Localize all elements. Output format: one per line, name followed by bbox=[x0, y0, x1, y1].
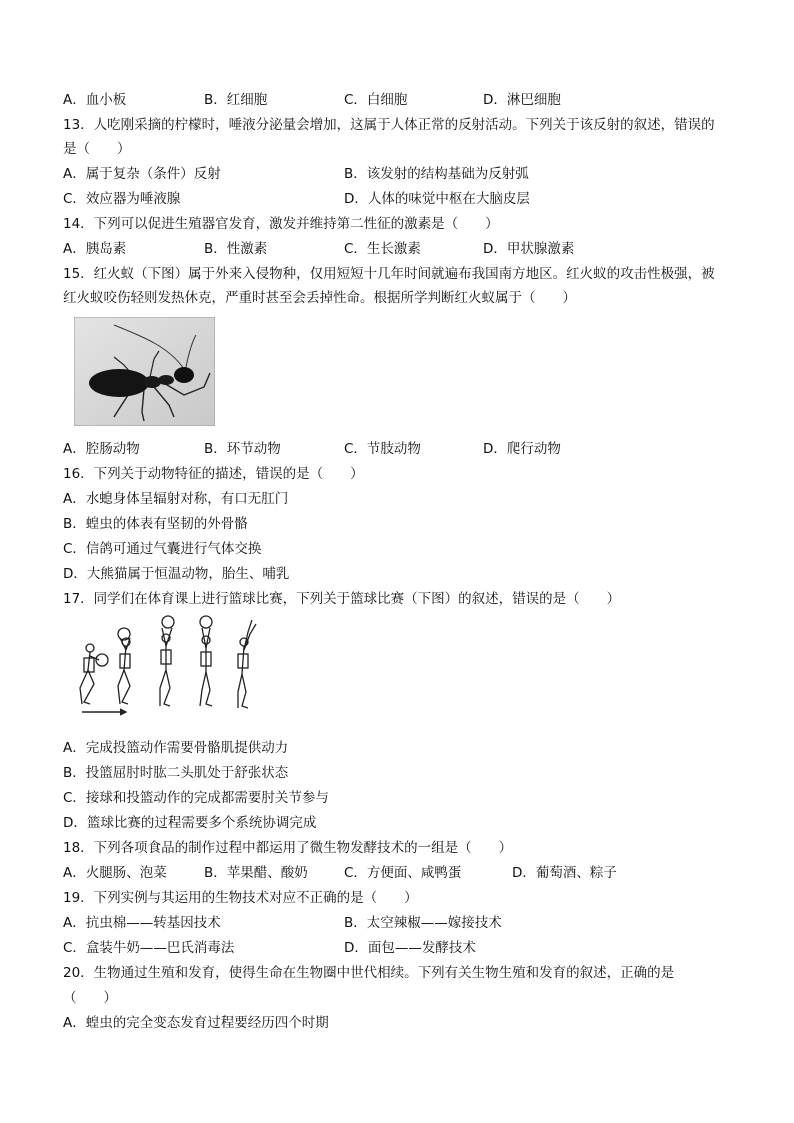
q14-option-d: D．甲状腺激素 bbox=[483, 241, 575, 257]
q16-option-c: C．信鸽可通过气囊进行气体交换 bbox=[63, 541, 262, 557]
q16-option-b: B．蝗虫的体表有坚韧的外骨骼 bbox=[63, 516, 248, 532]
q18-stem: 18．下列各项食品的制作过程中都运用了微生物发酵技术的一组是（ ） bbox=[63, 840, 513, 856]
q19-option-d: D．面包——发酵技术 bbox=[344, 940, 476, 956]
fire-ant-photo bbox=[74, 317, 215, 426]
q13-option-b: B．该发射的结构基础为反射弧 bbox=[344, 166, 529, 182]
q19-stem: 19．下列实例与其运用的生物技术对应不正确的是（ ） bbox=[63, 890, 418, 906]
q15-stem-line2: 红火蚁咬伤轻则发热休克，严重时甚至会丢掉性命。根据所学判断红火蚁属于（ ） bbox=[63, 290, 576, 306]
q12-option-a: A．血小板 bbox=[63, 92, 127, 108]
q15-option-d: D．爬行动物 bbox=[483, 441, 561, 457]
q16-stem: 16．下列关于动物特征的描述，错误的是（ ） bbox=[63, 466, 364, 482]
q14-option-b: B．性激素 bbox=[204, 241, 268, 257]
q12-option-d: D．淋巴细胞 bbox=[483, 92, 561, 108]
q18-option-a: A．火腿肠、泡菜 bbox=[63, 865, 167, 881]
q20-option-a: A．蝗虫的完全变态发育过程要经历四个时期 bbox=[63, 1015, 329, 1031]
q12-option-b: B．红细胞 bbox=[204, 92, 268, 108]
q17-option-d: D．篮球比赛的过程需要多个系统协调完成 bbox=[63, 815, 317, 831]
q17-option-b: B．投篮屈肘时肱二头肌处于舒张状态 bbox=[63, 765, 289, 781]
q15-option-b: B．环节动物 bbox=[204, 441, 281, 457]
q15-option-a: A．腔肠动物 bbox=[63, 441, 140, 457]
q17-stem: 17．同学们在体育课上进行篮球比赛，下列关于篮球比赛（下图）的叙述，错误的是（ ） bbox=[63, 591, 621, 607]
q13-stem-line1: 13．人吃刚采摘的柠檬时，唾液分泌量会增加，这属于人体正常的反射活动。下列关于该反射的叙述，错误的 bbox=[63, 117, 715, 133]
q18-option-d: D．葡萄酒、粽子 bbox=[512, 865, 617, 881]
q20-stem-line2: （ ） bbox=[63, 990, 117, 1006]
q14-option-c: C．生长激素 bbox=[344, 241, 421, 257]
q15-stem-line1: 15．红火蚁（下图）属于外来入侵物种，仅用短短十几年时间就遍布我国南方地区。红火蚁的攻击性极强，被 bbox=[63, 266, 715, 282]
q19-option-b: B．太空辣椒——嫁接技术 bbox=[344, 915, 502, 931]
q18-option-c: C．方便面、咸鸭蛋 bbox=[344, 865, 462, 881]
q16-option-a: A．水螅身体呈辐射对称，有口无肛门 bbox=[63, 491, 289, 507]
q13-option-d: D．人体的味觉中枢在大脑皮层 bbox=[344, 191, 530, 207]
basketball-shooting-figure bbox=[72, 614, 272, 718]
q14-stem: 14．下列可以促进生殖器官发育，激发并维持第二性征的激素是（ ） bbox=[63, 216, 499, 232]
q18-option-b: B．苹果醋、酸奶 bbox=[204, 865, 308, 881]
q13-stem-line2: 是（ ） bbox=[63, 141, 131, 157]
q15-option-c: C．节肢动物 bbox=[344, 441, 421, 457]
q20-stem-line1: 20．生物通过生殖和发育，使得生命在生物圈中世代相续。下列有关生物生殖和发育的叙述，正确的是 bbox=[63, 965, 675, 981]
q12-option-c: C．白细胞 bbox=[344, 92, 408, 108]
q19-option-a: A．抗虫棉——转基因技术 bbox=[63, 915, 221, 931]
q19-option-c: C．盒装牛奶——巴氏消毒法 bbox=[63, 940, 235, 956]
q13-option-a: A．属于复杂（条件）反射 bbox=[63, 166, 221, 182]
q17-option-a: A．完成投篮动作需要骨骼肌提供动力 bbox=[63, 740, 289, 756]
q13-option-c: C．效应器为唾液腺 bbox=[63, 191, 181, 207]
q17-option-c: C．接球和投篮动作的完成都需要肘关节参与 bbox=[63, 790, 329, 806]
q14-option-a: A．胰岛素 bbox=[63, 241, 127, 257]
q16-option-d: D．大熊猫属于恒温动物，胎生、哺乳 bbox=[63, 566, 290, 582]
